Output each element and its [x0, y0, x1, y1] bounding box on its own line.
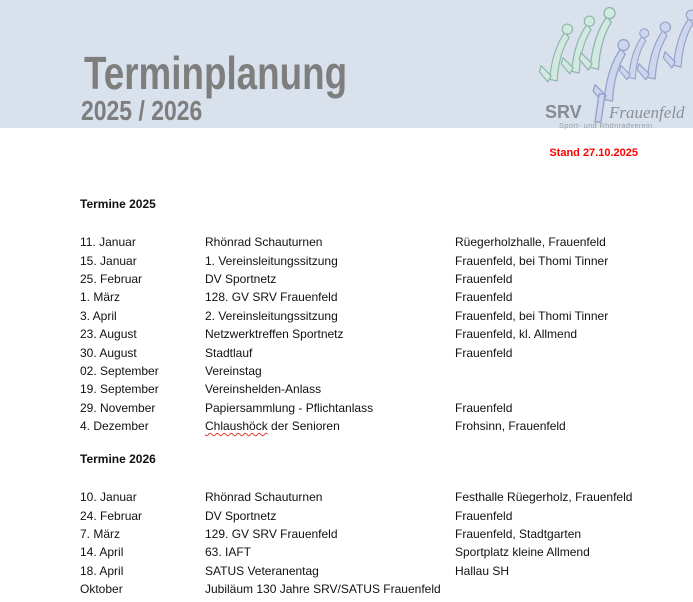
- event-location: Frauenfeld, Stadtgarten: [455, 526, 582, 541]
- page-title: Terminplanung: [84, 47, 348, 99]
- event-name: 1. Vereinsleitungssitzung: [205, 253, 338, 268]
- event-name: 129. GV SRV Frauenfeld: [205, 526, 338, 541]
- event-date: 11. Januar: [80, 235, 136, 250]
- event-row: [80, 562, 693, 580]
- logo-org-abbr: SRV: [545, 102, 582, 122]
- event-location: Frauenfeld: [455, 290, 513, 305]
- event-name: Jubiläum 130 Jahre SRV/SATUS Frauenfeld: [205, 582, 441, 597]
- event-date: 19. September: [80, 382, 159, 397]
- event-row: [80, 270, 693, 288]
- event-location: Frauenfeld, bei Thomi Tinner: [455, 253, 609, 268]
- logo-slash-figure: [595, 94, 605, 122]
- header-banner: [0, 0, 693, 128]
- event-name: Rhönrad Schauturnen: [205, 490, 323, 505]
- event-date: 18. April: [80, 563, 124, 578]
- event-date: Oktober: [80, 582, 123, 597]
- event-row: [80, 362, 693, 380]
- termine-section: [80, 452, 693, 598]
- status-date-label: Stand 27.10.2025: [549, 147, 638, 159]
- event-row: [80, 488, 693, 506]
- event-date: 25. Februar: [80, 271, 143, 286]
- event-row: [80, 307, 693, 325]
- event-location: Rüegerholzhalle, Frauenfeld: [455, 235, 606, 250]
- section-title: Termine 2026: [80, 452, 156, 466]
- event-name: Vereinstag: [205, 363, 262, 378]
- event-name: Vereinshelden-Anlass: [205, 382, 322, 397]
- event-location: Festhalle Rüegerholz, Frauenfeld: [455, 490, 633, 505]
- event-row: [80, 525, 693, 543]
- event-date: 14. April: [80, 545, 124, 560]
- event-name: DV Sportnetz: [205, 508, 277, 523]
- event-date: 1. März: [80, 290, 121, 305]
- event-name: SATUS Veteranentag: [205, 563, 319, 578]
- event-row: [80, 288, 693, 306]
- event-date: 24. Februar: [80, 508, 143, 523]
- event-row: [80, 251, 693, 269]
- logo-org-subtext: Sport- und Rhönradverein: [559, 121, 653, 130]
- event-date: 4. Dezember: [80, 419, 149, 434]
- event-date: 30. August: [80, 345, 137, 360]
- event-name: Stadtlauf: [205, 345, 253, 360]
- event-location: Frauenfeld, kl. Allmend: [455, 327, 578, 342]
- event-row: [80, 233, 693, 251]
- event-date: 23. August: [80, 327, 137, 342]
- event-row: [80, 380, 693, 398]
- event-date: 7. März: [80, 526, 121, 541]
- event-name: Rhönrad Schauturnen: [205, 235, 323, 250]
- event-name: 2. Vereinsleitungssitzung: [205, 308, 338, 323]
- event-date: 10. Januar: [80, 490, 137, 505]
- event-name: 63. IAFT: [205, 545, 252, 560]
- misspelled-word: Chlaushöck: [205, 419, 268, 434]
- event-date: 29. November: [80, 400, 156, 415]
- event-row: [80, 399, 693, 417]
- section-title: Termine 2025: [80, 197, 156, 211]
- event-location: Sportplatz kleine Allmend: [455, 545, 590, 560]
- event-location: Frauenfeld: [455, 508, 513, 523]
- event-location: Frauenfeld: [455, 345, 513, 360]
- event-location: Frauenfeld, bei Thomi Tinner: [455, 308, 609, 323]
- event-table: [80, 233, 693, 435]
- event-row: [80, 580, 693, 598]
- event-name: Papiersammlung - Pflichtanlass: [205, 400, 374, 415]
- event-table: [80, 488, 693, 598]
- termine-section: [80, 197, 693, 435]
- event-row: [80, 325, 693, 343]
- event-date: 15. Januar: [80, 253, 137, 268]
- logo-org-name: Frauenfeld: [609, 103, 685, 122]
- event-row: [80, 543, 693, 561]
- event-row: [80, 417, 693, 435]
- event-location: Hallau SH: [455, 563, 510, 578]
- event-row: [80, 343, 693, 361]
- event-date: 02. September: [80, 363, 159, 378]
- event-date: 3. April: [80, 308, 117, 323]
- event-location: Frauenfeld: [455, 400, 513, 415]
- event-row: [80, 506, 693, 524]
- event-name: Chlaushöck der Senioren: [205, 419, 340, 434]
- event-name: 128. GV SRV Frauenfeld: [205, 290, 338, 305]
- event-location: Frauenfeld: [455, 271, 513, 286]
- page-subtitle: 2025 / 2026: [81, 95, 203, 126]
- event-name: DV Sportnetz: [205, 271, 277, 286]
- srv-frauenfeld-logo: [533, 6, 693, 128]
- event-location: Frohsinn, Frauenfeld: [455, 419, 566, 434]
- event-name: Netzwerktreffen Sportnetz: [205, 327, 344, 342]
